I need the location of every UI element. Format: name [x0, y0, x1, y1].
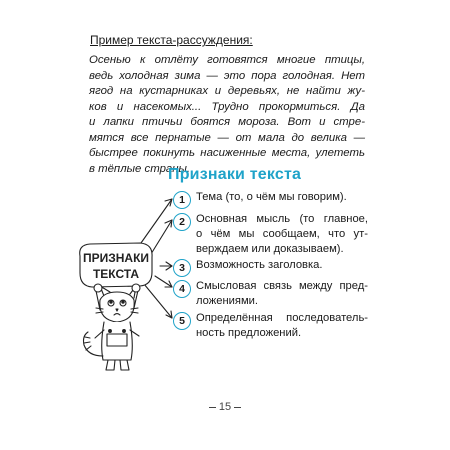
sign-text-line-2: ТЕКСТА: [92, 267, 140, 281]
page-number-value: 15: [218, 401, 232, 413]
example-line: быстрее покинуть насиженные места, улететь: [89, 147, 365, 159]
item-text: [196, 311, 368, 341]
arrow-to-item-1: [141, 199, 172, 243]
arrow-to-item-5: [144, 284, 172, 318]
item-line: Тема (то, о чём мы говорим).: [196, 191, 347, 203]
item-number-badge: 4: [173, 280, 191, 298]
example-line: ведь холодная зима — это пора голодная. Нет: [89, 69, 365, 82]
item-number-badge: 3: [173, 259, 191, 277]
item-line: Определённая последователь-: [196, 312, 368, 324]
item-line: ность предложений.: [196, 327, 302, 339]
item-line: о чём мы сообщаем, что ут-: [196, 228, 368, 240]
item-number-badge: 2: [173, 213, 191, 231]
item-text: [196, 212, 368, 257]
example-line: Осенью к отлёту готовятся многие птицы,: [89, 54, 365, 66]
example-heading: Пример текста-рассуждения:: [90, 33, 253, 47]
example-line: и лапки птичьи боятся мороза. Вот и стре-: [89, 116, 365, 128]
page-number: [0, 401, 450, 413]
sign-text-line-1: ПРИЗНАКИ: [82, 251, 150, 265]
example-paragraph: [89, 53, 365, 177]
item-text: [196, 190, 368, 205]
example-line: ягод на кустарниках и деревьях, не найти жу-: [89, 85, 365, 97]
section-title: Признаки текста: [168, 166, 302, 183]
example-line: мятся все пернатые — от мала до велика —: [89, 131, 365, 144]
cat-with-sign-illustration: [70, 180, 180, 380]
item-line: Основная мысль (то главное,: [196, 213, 368, 225]
item-line: верждаем или доказываем).: [196, 243, 344, 255]
example-line: ков и насекомых... Трудно прокормиться. Да: [89, 100, 365, 113]
item-text: [196, 279, 368, 309]
page-number-dash-right: [234, 407, 241, 408]
item-number-badge: 5: [173, 312, 191, 330]
item-number-badge: 1: [173, 191, 191, 209]
item-text: [196, 258, 368, 273]
page-number-dash-left: [209, 407, 216, 408]
item-line: ложениями.: [196, 295, 258, 307]
item-line: Смысловая связь между пред-: [196, 280, 368, 292]
item-line: Возможность заголовка.: [196, 259, 323, 271]
example-line: в тёплые страны.: [89, 162, 191, 175]
